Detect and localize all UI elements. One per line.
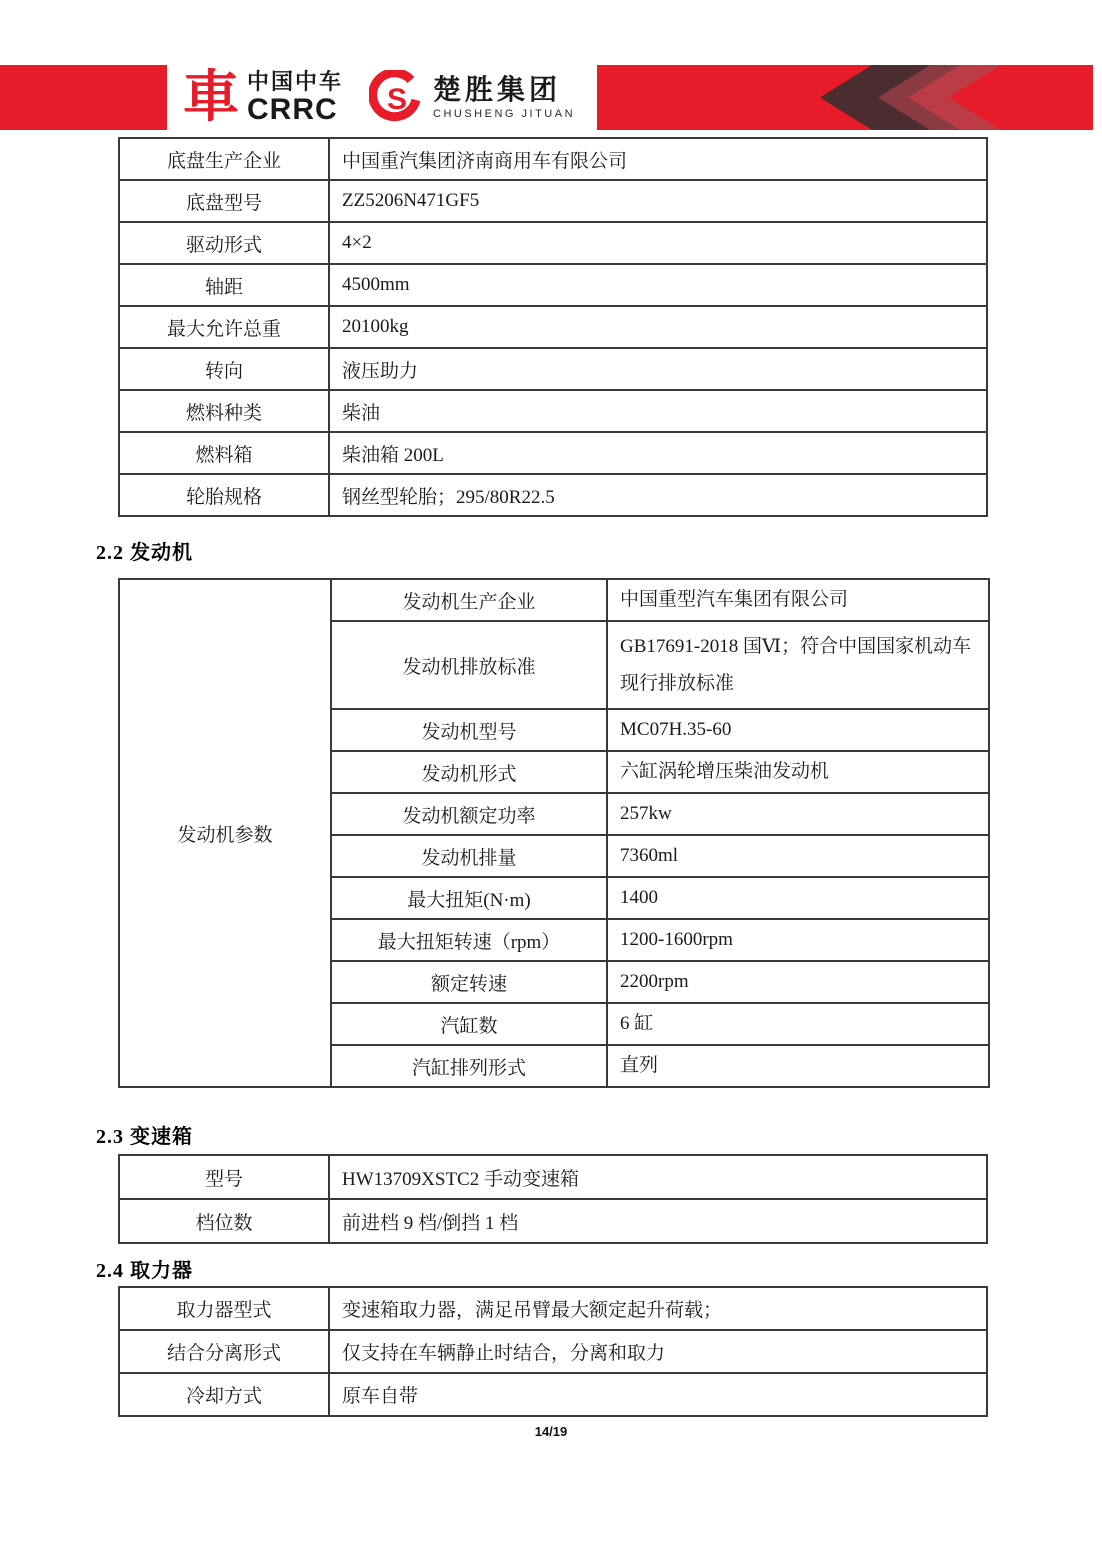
section-heading-gearbox: 2.3 变速箱 xyxy=(96,1126,193,1148)
chusheng-chinese-name: 楚胜集团 xyxy=(433,73,562,105)
spec-value: 液压助力 xyxy=(329,348,987,390)
spec-label: 发动机生产企业 xyxy=(331,579,607,621)
spec-value: 前进档 9 档/倒挡 1 档 xyxy=(329,1199,987,1243)
section-heading-pto: 2.4 取力器 xyxy=(96,1260,193,1282)
spec-value: ZZ5206N471GF5 xyxy=(329,180,987,222)
spec-label: 发动机型号 xyxy=(331,709,607,751)
spec-label: 发动机排放标准 xyxy=(331,621,607,709)
gearbox-spec-table xyxy=(118,1154,988,1244)
spec-value: 4×2 xyxy=(329,222,987,264)
spec-value: 1400 xyxy=(607,877,989,919)
spec-value: 钢丝型轮胎；295/80R22.5 xyxy=(329,474,987,516)
table-row xyxy=(119,1199,987,1243)
spec-value: 257kw xyxy=(607,793,989,835)
chevrons-decoration-icon xyxy=(597,65,1093,130)
spec-label: 档位数 xyxy=(119,1199,329,1243)
pto-spec-table xyxy=(118,1286,988,1417)
chusheng-logo-text xyxy=(433,75,575,121)
spec-label: 轮胎规格 xyxy=(119,474,329,516)
spec-value: HW13709XSTC2 手动变速箱 xyxy=(329,1155,987,1199)
table-row xyxy=(119,1287,987,1330)
table-row xyxy=(119,264,987,306)
spec-label: 燃料种类 xyxy=(119,390,329,432)
chusheng-logo xyxy=(369,70,575,126)
header-red-bar-right xyxy=(597,65,1093,130)
table-row xyxy=(119,432,987,474)
spec-label: 发动机排量 xyxy=(331,835,607,877)
spec-label: 最大允许总重 xyxy=(119,306,329,348)
spec-value: MC07H.35-60 xyxy=(607,709,989,751)
table-row xyxy=(119,1373,987,1416)
spec-label: 额定转速 xyxy=(331,961,607,1003)
table-row xyxy=(119,222,987,264)
spec-value: 柴油箱 200L xyxy=(329,432,987,474)
chusheng-emblem-icon xyxy=(369,70,425,126)
spec-value: 6 缸 xyxy=(607,1003,989,1045)
spec-value: 变速箱取力器，满足吊臂最大额定起升荷载； xyxy=(329,1287,987,1330)
spec-label: 汽缸排列形式 xyxy=(331,1045,607,1087)
header-logo-area xyxy=(167,65,597,130)
spec-value: 直列 xyxy=(607,1045,989,1087)
spec-label: 底盘型号 xyxy=(119,180,329,222)
spec-label: 轴距 xyxy=(119,264,329,306)
spec-label: 取力器型式 xyxy=(119,1287,329,1330)
spec-value: GB17691-2018 国Ⅵ；符合中国国家机动车现行排放标准 xyxy=(607,621,989,709)
spec-label: 汽缸数 xyxy=(331,1003,607,1045)
table-row xyxy=(119,348,987,390)
crrc-chinese-name: 中国中车 xyxy=(247,69,344,95)
chusheng-english-name: CHUSHENG JITUAN xyxy=(433,108,576,121)
spec-value: 20100kg xyxy=(329,306,987,348)
spec-value: 2200rpm xyxy=(607,961,989,1003)
svg-text:S: S xyxy=(387,82,408,116)
spec-value: 中国重汽集团济南商用车有限公司 xyxy=(329,138,987,180)
spec-value: 7360ml xyxy=(607,835,989,877)
table-row xyxy=(119,138,987,180)
spec-value: 仅支持在车辆静止时结合，分离和取力 xyxy=(329,1330,987,1373)
spec-label: 最大扭矩转速（rpm） xyxy=(331,919,607,961)
spec-label: 型号 xyxy=(119,1155,329,1199)
spec-label: 最大扭矩(N·m) xyxy=(331,877,607,919)
spec-value: 柴油 xyxy=(329,390,987,432)
page-number: 14/19 xyxy=(534,1424,568,1439)
spec-label: 驱动形式 xyxy=(119,222,329,264)
spec-value: 中国重型汽车集团有限公司 xyxy=(607,579,989,621)
section-heading-engine: 2.2 发动机 xyxy=(96,542,193,564)
crrc-english-name: CRRC xyxy=(247,92,338,126)
spec-value: 1200-1600rpm xyxy=(607,919,989,961)
engine-spec-table xyxy=(118,578,990,1088)
header-banner xyxy=(0,65,1102,130)
table-row xyxy=(119,1155,987,1199)
table-row xyxy=(119,1330,987,1373)
spec-label: 燃料箱 xyxy=(119,432,329,474)
spec-label: 转向 xyxy=(119,348,329,390)
chassis-spec-table xyxy=(118,137,988,517)
table-row xyxy=(119,390,987,432)
header-red-bar-left xyxy=(0,65,167,130)
spec-value: 六缸涡轮增压柴油发动机 xyxy=(607,751,989,793)
crrc-logo-text xyxy=(247,70,343,124)
table-row xyxy=(119,306,987,348)
crrc-logo xyxy=(183,64,344,130)
spec-value: 4500mm xyxy=(329,264,987,306)
spec-label: 发动机形式 xyxy=(331,751,607,793)
engine-group-label: 发动机参数 xyxy=(119,579,331,1087)
table-row xyxy=(119,474,987,516)
spec-value: 原车自带 xyxy=(329,1373,987,1416)
spec-label: 冷却方式 xyxy=(119,1373,329,1416)
spec-label: 结合分离形式 xyxy=(119,1330,329,1373)
spec-label: 底盘生产企业 xyxy=(119,138,329,180)
crrc-emblem-icon: 車 xyxy=(183,64,239,130)
table-row xyxy=(119,579,989,621)
spec-label: 发动机额定功率 xyxy=(331,793,607,835)
table-row xyxy=(119,180,987,222)
